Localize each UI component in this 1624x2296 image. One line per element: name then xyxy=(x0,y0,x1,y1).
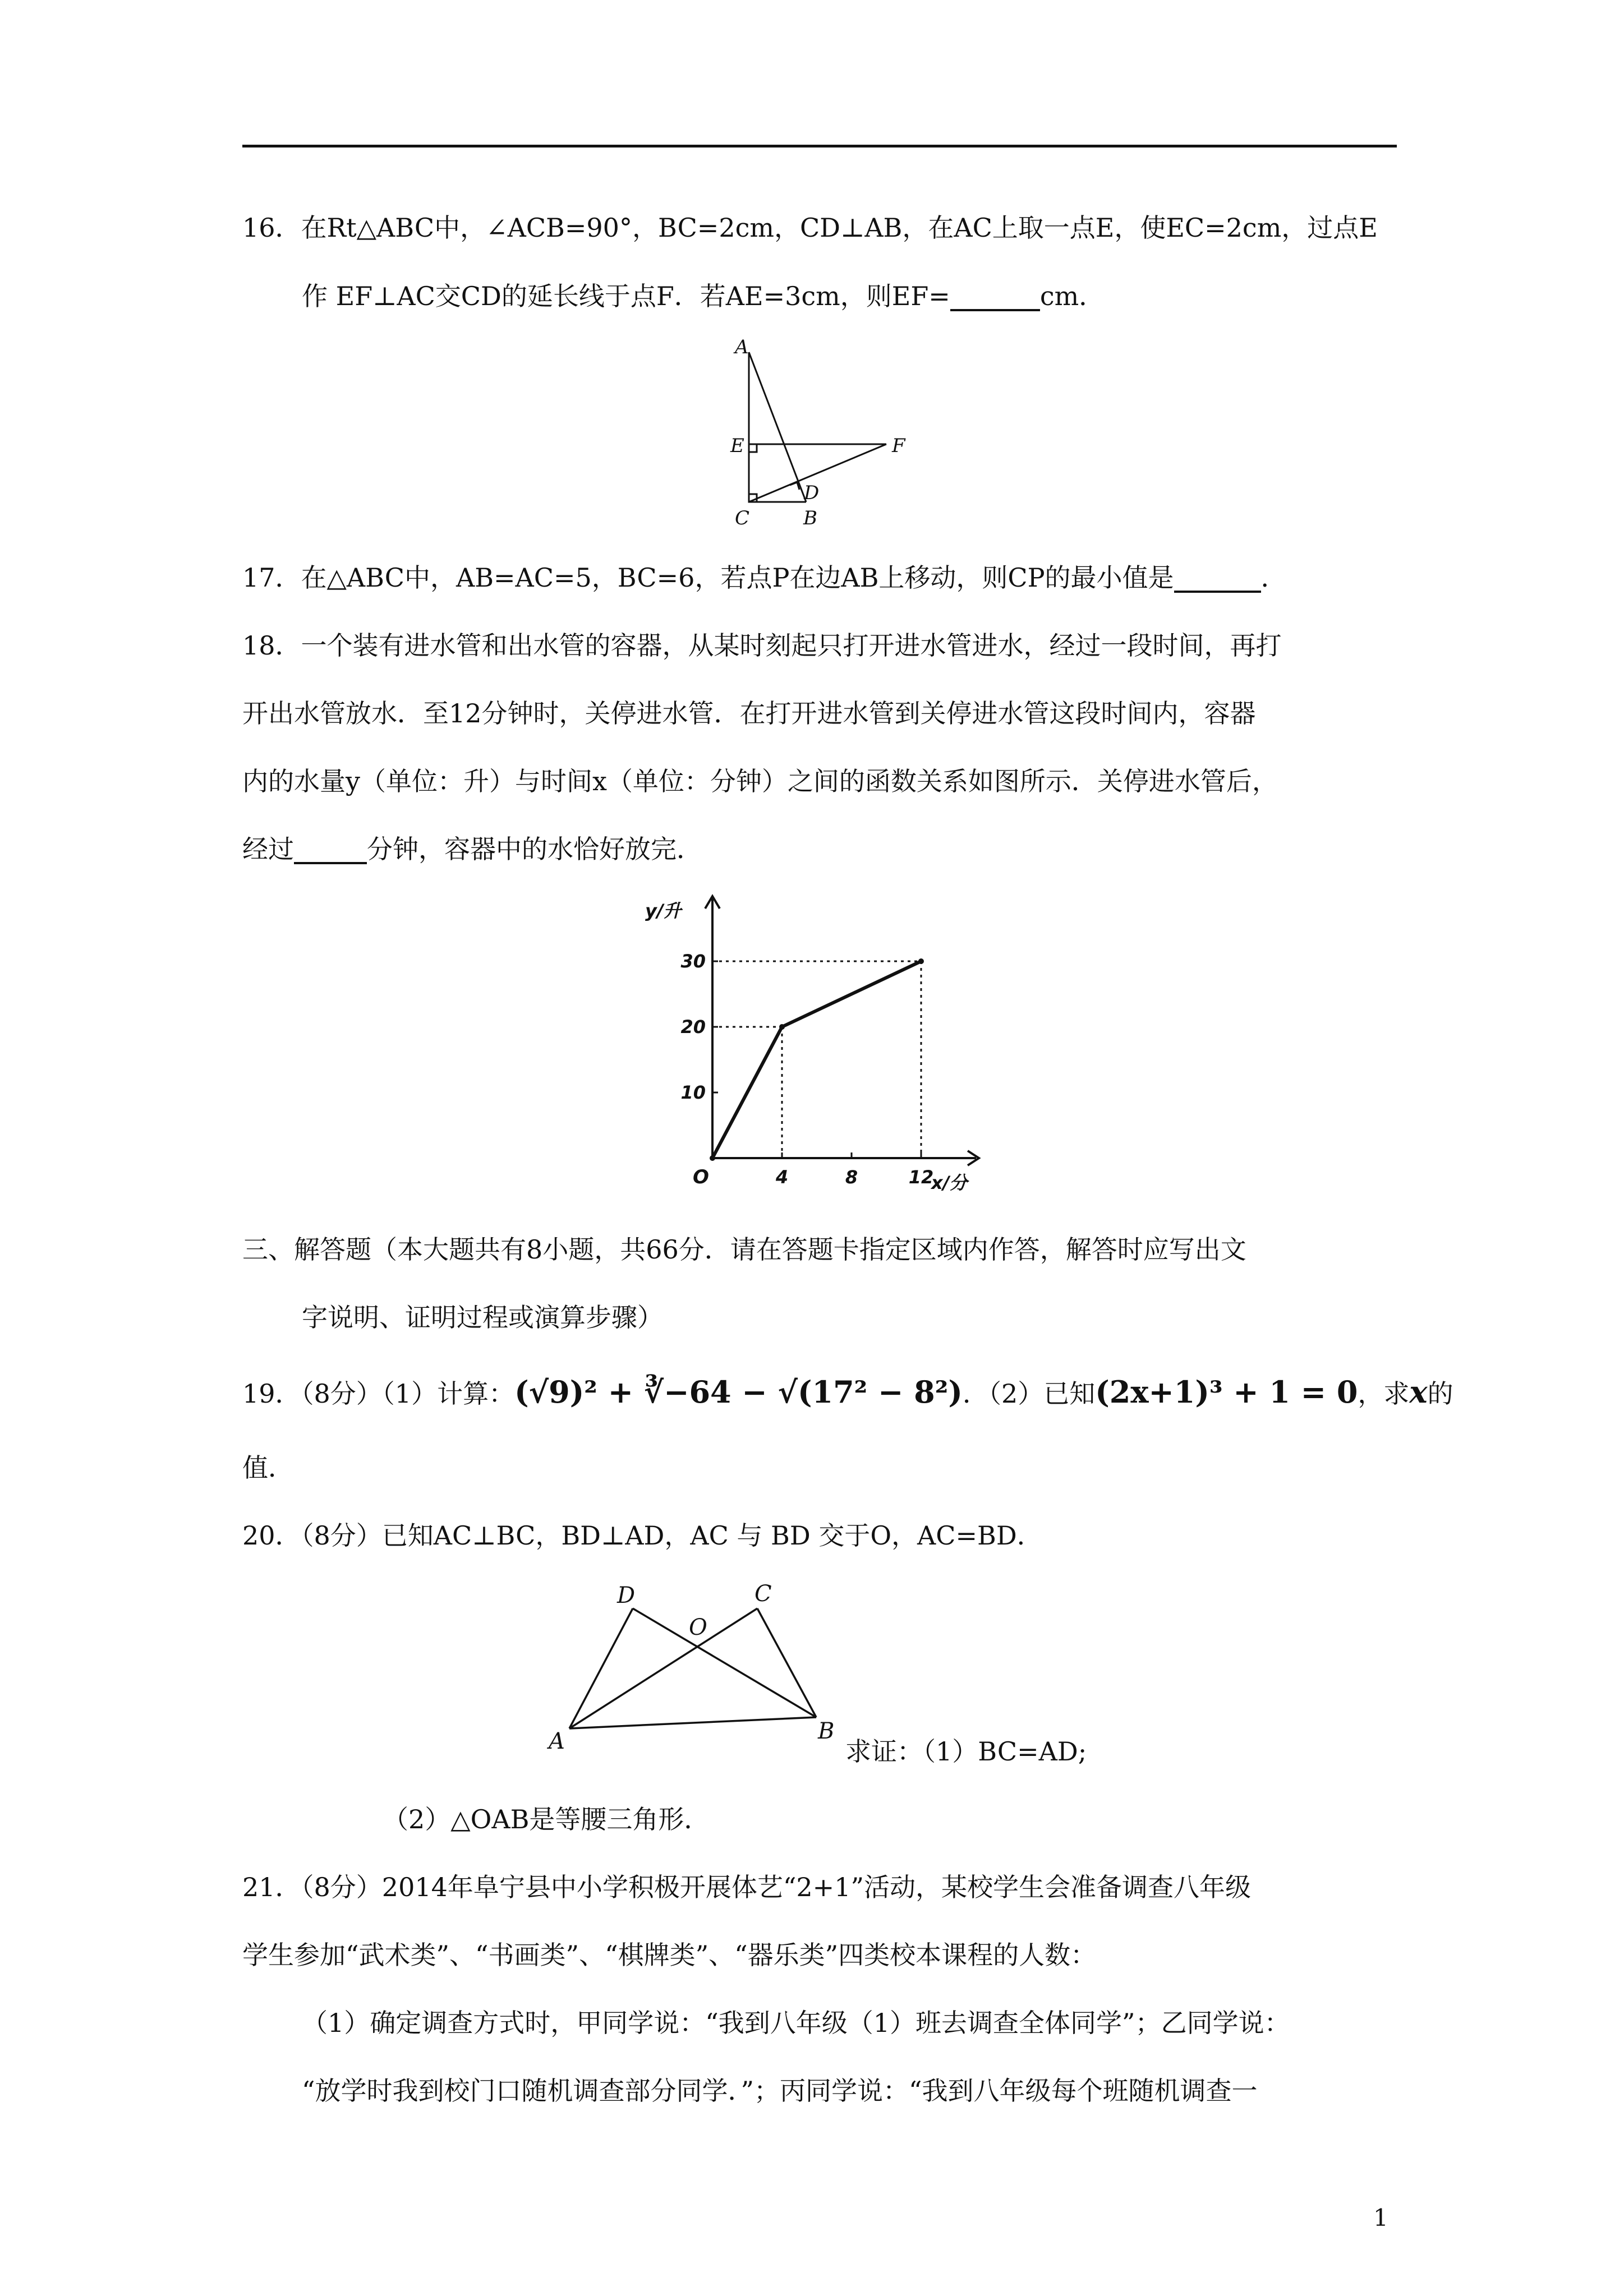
q18-text-a: 经过 xyxy=(242,834,294,864)
q18-line4 xyxy=(242,836,702,864)
series-line xyxy=(712,961,921,1158)
q20-label-a: A xyxy=(549,1728,565,1754)
q16-line2-text: 作 EF⊥AC交CD的延长线于点F．若AE=3cm，则EF= xyxy=(302,281,950,311)
q19-suffix-a: ，求 xyxy=(1358,1378,1410,1409)
q16-answer-blank xyxy=(950,283,1040,311)
y-tick-label-10: 10 xyxy=(680,1082,706,1103)
section3-line2: 字说明、证明过程或演算步骤） xyxy=(302,1302,663,1333)
q19-expr2: (2x+1)³ + 1 = 0 xyxy=(1095,1374,1358,1410)
q16-line2 xyxy=(302,283,1105,311)
q21-line3: （1）确定调查方式时，甲同学说：“我到八年级（1）班去调查全体同学”；乙同学说： xyxy=(302,2008,1290,2038)
q19-line2: 值． xyxy=(242,1453,294,1483)
header-rule xyxy=(242,145,1397,147)
q16-label-e: E xyxy=(730,435,744,457)
x-axis-label: x/分 xyxy=(931,1172,968,1193)
y-tick-label-30: 30 xyxy=(680,951,706,972)
data-point-1 xyxy=(779,1024,785,1030)
x-tick-label-12: 12 xyxy=(908,1167,934,1188)
data-point-2 xyxy=(918,958,924,964)
q17-end: ． xyxy=(1260,563,1287,593)
page-number: 1 xyxy=(1373,2204,1388,2232)
q21-line2: 学生参加“武术类”、“书画类”、“棋牌类”、“器乐类”四类校本课程的人数： xyxy=(242,1940,1097,1970)
data-point-0 xyxy=(710,1155,715,1161)
q16-label-c: C xyxy=(735,507,750,529)
q17-line xyxy=(242,565,1287,593)
y-axis-label: y/升 xyxy=(645,900,682,921)
q20-text: 20．（8分）已知AC⊥BC，BD⊥AD，AC 与 BD 交于O，AC=BD． xyxy=(242,1520,1043,1551)
q16-unit: cm． xyxy=(1039,281,1105,311)
q18-text-b: 分钟，容器中的水恰好放完． xyxy=(367,834,702,864)
q16-label-a: A xyxy=(735,336,749,358)
q16-label-d: D xyxy=(804,482,820,504)
q19-suffix-b: 的 xyxy=(1427,1378,1453,1409)
q19-prefix: 19．（8分）（1）计算： xyxy=(242,1378,515,1409)
q16-triangle-figure xyxy=(724,336,948,538)
q19-line1 xyxy=(242,1374,1453,1410)
water-volume-chart xyxy=(640,886,999,1200)
q20-proof1: 求证：（1）BC=AD; xyxy=(845,1736,1087,1767)
q20-figure xyxy=(544,1570,858,1761)
q18-line1: 18．一个装有进水管和出水管的容器，从某时刻起只打开进水管进水，经过一段时间，再打 xyxy=(242,630,1282,661)
q21-line4: “放学时我到校门口随机调查部分同学．”；丙同学说：“我到八年级每个班随机调查一 xyxy=(302,2076,1258,2106)
q20-proof2: （2）△OAB是等腰三角形． xyxy=(383,1804,710,1834)
x-tick-label-4: 4 xyxy=(775,1167,789,1188)
q21-line1: 21．（8分）2014年阜宁县中小学积极开展体艺“2+1”活动，某校学生会准备调查八年级 xyxy=(242,1872,1251,1902)
x-tick-label-8: 8 xyxy=(845,1167,858,1188)
q18-answer-blank xyxy=(294,836,367,864)
section3-line1: 三、解答题（本大题共有8小题，共66分．请在答题卡指定区域内作答，解答时应写出文 xyxy=(242,1234,1246,1265)
q19-var: x xyxy=(1409,1374,1428,1410)
q20-label-c: C xyxy=(755,1581,772,1607)
q16-label-f: F xyxy=(892,435,905,457)
q20-label-b: B xyxy=(818,1718,835,1744)
q20-label-d: D xyxy=(617,1583,636,1608)
q17-answer-blank xyxy=(1174,565,1261,593)
q19-expr1: (√9)² + ∛−64 − √(17² − 8²) xyxy=(514,1374,963,1410)
q19-mid: ．（2）已知 xyxy=(962,1378,1096,1409)
q18-line3: 内的水量y（单位：升）与时间x（单位：分钟）之间的函数关系如图所示．关停进水管后， xyxy=(242,766,1278,796)
origin-label: O xyxy=(693,1166,709,1188)
q20-label-o: O xyxy=(689,1615,707,1640)
y-tick-label-20: 20 xyxy=(680,1016,706,1038)
q16-label-b: B xyxy=(803,507,817,529)
q16-line1: 16．在Rt△ABC中，∠ACB=90°，BC=2cm，CD⊥AB，在AC上取一点E，使EC=2cm，过点E xyxy=(242,213,1378,243)
q17-text: 17．在△ABC中，AB=AC=5，BC=6，若点P在边AB上移动，则CP的最小值是 xyxy=(242,563,1174,593)
q18-line2: 开出水管放水．至12分钟时，关停进水管．在打开进水管到关停进水管这段时间内，容器 xyxy=(242,698,1256,729)
